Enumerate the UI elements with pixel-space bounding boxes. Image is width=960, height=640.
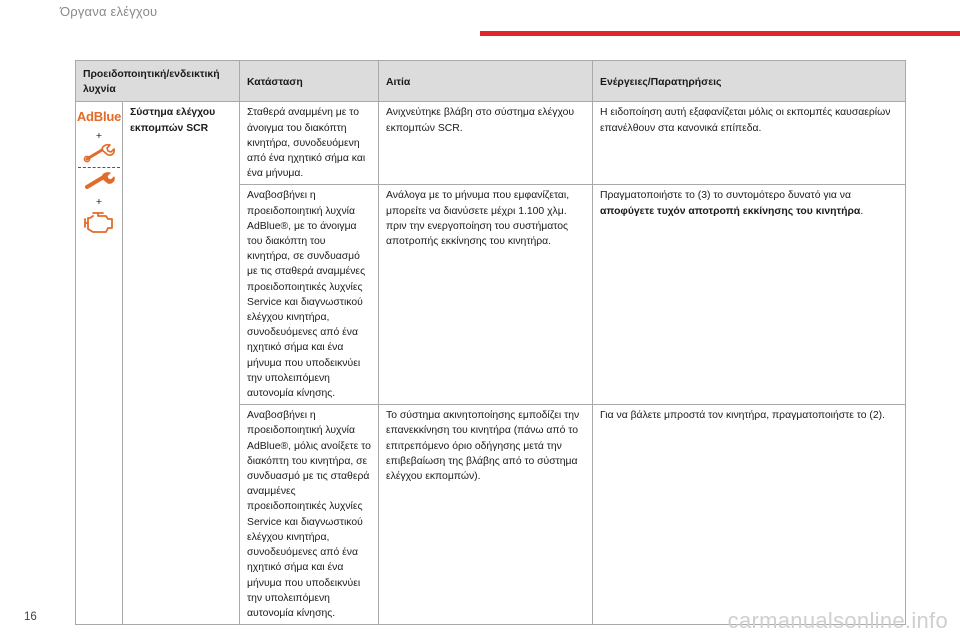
action-text: Πραγματοποιήστε το (3) το συντομότερο δυνατό για να [600,190,851,202]
lamp-icons-cell [76,102,123,625]
action-end-text: . [860,205,864,217]
action-cell [593,405,906,625]
action-cell [593,185,906,405]
wrench-icon [83,172,115,192]
header-accent-bar [480,31,960,36]
column-header-action: Ενέργειες/Παρατηρήσεις [593,61,906,102]
section-title: Όργανα ελέγχου [60,4,158,19]
state-cell: Αναβοσβήνει η προειδοποιητική λυχνία AdBlue®, με το άνοιγμα του διακόπτη του κινητήρα, σε συνδυασμό με τις σταθερά αναμμένες προειδοποιητικές λυχνίες Service και διαγνωστικού ελέγχου κινητήρα, συνοδευόμενες από ένα ηχητικό σήμα και ένα μήνυμα που υποδεικνύει την υπολειπόμενη αυτονομία κίνησης. [240,185,379,405]
column-header-cause: Αιτία [379,61,593,102]
plus-sign: + [95,196,103,209]
action-text: Η ειδοποίηση αυτή εξαφανίζεται μόλις οι εκπομπές καυσαερίων επανέλθουν στα κανονικά επίπεδα. [600,107,891,134]
engine-icon [82,210,116,234]
state-cell: Σταθερά αναμμένη με το άνοιγμα του διακόπτη κινητήρα, συνοδευόμενη από ένα ηχητικό σήμα και ένα μήνυμα. [240,102,379,185]
table-header-row [76,61,906,102]
system-name: Σύστημα ελέγχου εκπομπών SCR [123,102,240,625]
table-row [76,102,906,185]
column-header-lamp: Προειδοποιητική/ενδεικτική λυχνία [76,61,240,102]
cause-cell: Ανάλογα με το μήνυμα που εμφανίζεται, μπορείτε να διανύσετε μέχρι 1.100 χλμ. πριν την ενεργοποίηση του συστήματος αποτροπής εκκίνησης του κινητήρα. [379,185,593,405]
watermark: carmanualsonline.info [727,608,948,633]
action-bold-text: αποφύγετε τυχόν αποτροπή εκκίνησης του κινητήρα [600,205,861,217]
adblue-icon: AdBlue [76,109,122,125]
cause-cell: Ανιχνεύτηκε βλάβη στο σύστημα ελέγχου εκπομπών SCR. [379,102,593,185]
page-number: 16 [24,611,37,623]
cause-cell: Το σύστημα ακινητοποίησης εμποδίζει την επανεκκίνηση του κινητήρα (πάνω από το επιτρεπόμενο όριο οδήγησης μετά την επιβεβαίωση της βλάβης από το σύστημα ελέγχου εκπομπών). [379,405,593,625]
icon-divider [78,167,120,168]
column-header-state: Κατάσταση [240,61,379,102]
state-cell: Αναβοσβήνει η προειδοποιητική λυχνία AdBlue®, μόλις ανοίξετε το διακόπτη του κινητήρα, σε συνδυασμό με τις σταθερά αναμμένες προειδοποιητικές λυχνίες Service και διαγνωστικού ελέγχου κινητήρα, συνοδευόμενες από ένα ηχητικό σήμα και ένα μήνυμα που υποδεικνύει την υπολειπόμενη αυτονομία κίνησης. [240,405,379,625]
action-cell [593,102,906,185]
wrench-icon [83,144,115,164]
warning-lamp-table [75,60,906,625]
action-text: Για να βάλετε μπροστά τον κινητήρα, πραγματοποιήστε το (2). [600,410,885,422]
plus-sign: + [95,130,103,143]
